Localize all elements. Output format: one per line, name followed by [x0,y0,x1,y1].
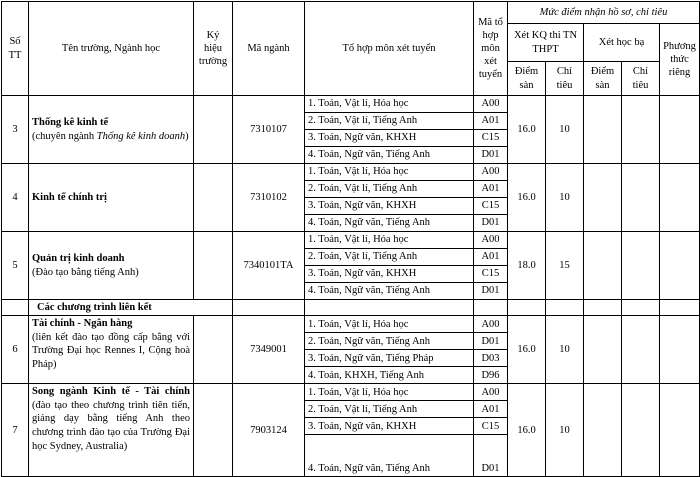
combo-label: 4. Toán, Ngữ văn, Tiếng Anh [305,283,474,300]
combo-label: 2. Toán, Vật lí, Tiếng Anh [305,181,474,198]
program-cell [29,384,194,477]
combo-code: D96 [474,367,508,384]
kyhieu-cell [194,316,233,384]
chi-tieu: 10 [546,316,584,384]
combo-code: C15 [474,198,508,215]
combo-code: A00 [474,164,508,181]
header-chitieu: Chỉ tiêu [546,62,584,96]
combo-code: C15 [474,130,508,147]
table-row [2,232,700,249]
combo-code: A01 [474,113,508,130]
program-cell [29,96,194,164]
program-name: Song ngành Kinh tế - Tài chính [32,386,190,398]
program-name: Quản trị kinh doanh [32,252,125,264]
hb-diem [584,384,622,477]
program-note: (Đào tạo bằng tiếng Anh) [32,266,139,278]
header-xetkq: Xét KQ thi TN THPT [508,24,584,62]
program-note-post: ) [185,130,189,142]
combo-code: A01 [474,401,508,418]
program-name: Thống kê kinh tế [32,116,109,128]
combo-label: 1. Toán, Vật lí, Hóa học [305,164,474,181]
combo-label: 3. Toán, Ngữ văn, Tiếng Pháp [305,350,474,367]
table-row [2,96,700,113]
chi-tieu: 15 [546,232,584,300]
combo-code: A00 [474,96,508,113]
hb-diem [584,96,622,164]
ptr-chitieu [660,96,700,164]
table-row [2,164,700,181]
header-stt: Số TT [2,2,29,96]
hb-chitieu [622,232,660,300]
program-code: 7903124 [233,384,305,477]
hb-chitieu [622,96,660,164]
header-manganh: Mã ngành [233,2,305,96]
combo-label: 3. Toán, Ngữ văn, KHXH [305,418,474,435]
chi-tieu: 10 [546,384,584,477]
program-note-em: Thống kê kinh doanh [96,130,186,142]
header-mato: Mã tổ hợp môn xét tuyển [474,2,508,96]
combo-label: 2. Toán, Ngữ văn, Tiếng Anh [305,333,474,350]
combo-code: D01 [474,147,508,164]
combo-code: A01 [474,181,508,198]
kyhieu-cell [194,384,233,477]
row-stt: 4 [2,164,29,232]
combo-label: 4. Toán, Ngữ văn, Tiếng Anh [305,435,474,477]
combo-label: 4. Toán, KHXH, Tiếng Anh [305,367,474,384]
combo-code: D01 [474,435,508,477]
header-diemsan-hb: Điểm sàn [584,62,622,96]
combo-code: C15 [474,418,508,435]
program-cell [29,164,194,232]
combo-label: 3. Toán, Ngữ văn, KHXH [305,266,474,283]
hb-diem [584,164,622,232]
program-code: 7349001 [233,316,305,384]
row-stt: 3 [2,96,29,164]
combo-label: 2. Toán, Vật lí, Tiếng Anh [305,249,474,266]
diem-san: 16.0 [508,164,546,232]
table-row [2,384,700,401]
header-muc: Mức điểm nhận hồ sơ, chỉ tiêu [508,2,700,24]
program-code: 7310102 [233,164,305,232]
hb-chitieu [622,316,660,384]
program-name: Tài chính - Ngân hàng [32,318,133,330]
program-cell [29,316,194,384]
admission-table [1,1,700,477]
row-stt: 6 [2,316,29,384]
combo-label: 1. Toán, Vật lí, Hóa học [305,96,474,113]
header-school: Tên trường, Ngành học [29,2,194,96]
ptr-chitieu [660,316,700,384]
header-kyhieu: Ký hiệu trường [194,2,233,96]
kyhieu-cell [194,164,233,232]
section-row [2,300,700,316]
header-tohop: Tổ hợp môn xét tuyển [305,2,474,96]
diem-san: 16.0 [508,384,546,477]
combo-label: 1. Toán, Vật lí, Hóa học [305,316,474,333]
program-note: (đào tạo theo chương trình tiên tiến, giảng dạy bằng tiếng Anh theo chương trình đào tạo của Trường Đại học Sydney, Australia) [32,399,190,452]
combo-label: 2. Toán, Vật lí, Tiếng Anh [305,401,474,418]
header-chitieu-hb: Chỉ tiêu [622,62,660,96]
combo-label: 3. Toán, Ngữ văn, KHXH [305,130,474,147]
diem-san: 16.0 [508,96,546,164]
combo-label: 1. Toán, Vật lí, Hóa học [305,384,474,401]
program-note-pre: (chuyên ngành [32,130,97,142]
hb-chitieu [622,384,660,477]
hb-diem [584,232,622,300]
program-name: Kinh tế chính trị [32,191,107,203]
ptr-chitieu [660,384,700,477]
combo-code: A00 [474,316,508,333]
combo-code: D01 [474,333,508,350]
header-xethb: Xét học bạ [584,24,660,62]
program-note: (liên kết đào tạo đồng cấp bằng với Trường Đại học Rennes I, Cộng hoà Pháp) [32,331,190,371]
diem-san: 16.0 [508,316,546,384]
combo-label: 1. Toán, Vật lí, Hóa học [305,232,474,249]
table-row [2,316,700,333]
program-cell [29,232,194,300]
header-ptr: Phương thức riêng [660,24,700,96]
combo-code: A00 [474,384,508,401]
combo-label: 4. Toán, Ngữ văn, Tiếng Anh [305,147,474,164]
section-title: Các chương trình liên kết [29,300,233,316]
section-stt [2,300,29,316]
diem-san: 18.0 [508,232,546,300]
chi-tieu: 10 [546,164,584,232]
chi-tieu: 10 [546,96,584,164]
program-code: 7310107 [233,96,305,164]
combo-label: 2. Toán, Vật lí, Tiếng Anh [305,113,474,130]
hb-chitieu [622,164,660,232]
combo-code: C15 [474,266,508,283]
combo-label: 3. Toán, Ngữ văn, KHXH [305,198,474,215]
row-stt: 7 [2,384,29,477]
combo-code: D01 [474,283,508,300]
ptr-chitieu [660,164,700,232]
combo-code: A01 [474,249,508,266]
kyhieu-cell [194,232,233,300]
combo-code: D03 [474,350,508,367]
combo-code: A00 [474,232,508,249]
ptr-chitieu [660,232,700,300]
program-code: 7340101TA [233,232,305,300]
combo-label: 4. Toán, Ngữ văn, Tiếng Anh [305,215,474,232]
header-diemsan: Điểm sàn [508,62,546,96]
hb-diem [584,316,622,384]
combo-code: D01 [474,215,508,232]
row-stt: 5 [2,232,29,300]
kyhieu-cell [194,96,233,164]
